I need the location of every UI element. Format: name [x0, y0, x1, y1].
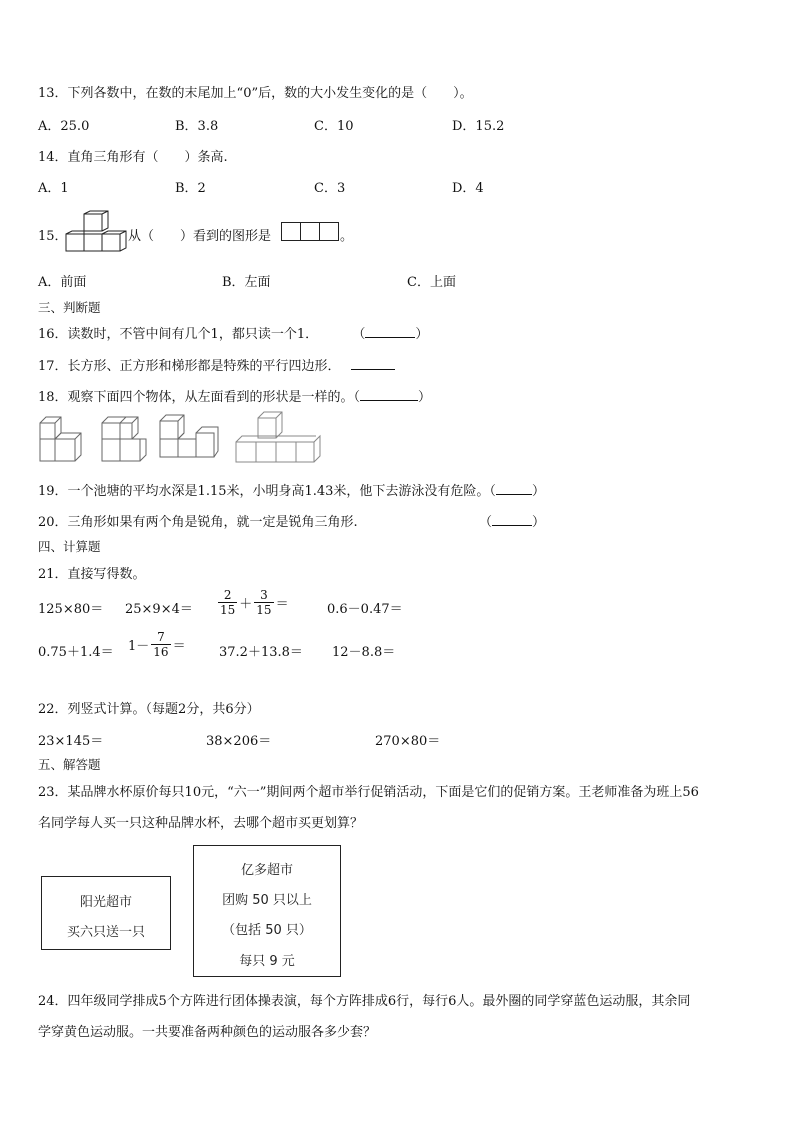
q20-answer: （ ）: [479, 515, 546, 530]
q21-item-3: $\frac{2}{15}$ ＋ $\frac{3}{15}$ ＝: [220, 588, 289, 617]
q16-answer-blank[interactable]: [365, 325, 415, 338]
q15-result-shape: [281, 222, 339, 241]
q13-option-a: A．25.0: [38, 119, 90, 134]
q20-answer-blank[interactable]: [492, 513, 532, 526]
fraction-2-15: $\frac{2}{15}$: [220, 588, 236, 617]
store-b-promo-box: [193, 845, 341, 977]
q18-stem: 18．观察下面四个物体，从左面看到的形状是一样的。（ ）: [38, 390, 432, 405]
q18-object-1: [40, 413, 86, 465]
q14-option-c: C．3: [314, 181, 346, 196]
q15-text: 从（ ）看到的图形是: [128, 229, 272, 244]
store-a-offer: 买六只送一只: [66, 925, 145, 940]
q22-stem: 22．列竖式计算。（每题2分，共6分）: [38, 702, 260, 717]
q15-end: 。: [340, 229, 354, 244]
q20-stem: 20．三角形如果有两个角是锐角，就一定是锐角三角形.: [38, 515, 358, 530]
q14-option-b: B．2: [175, 181, 206, 196]
q21-item-1: 125×80＝: [38, 602, 104, 617]
q17-answer-blank[interactable]: [351, 357, 395, 370]
q15-option-a: A．前面: [38, 275, 87, 290]
fraction-7-16: $\frac{7}{16}$: [153, 630, 169, 659]
q24-line-1: 24．四年级同学排成5个方阵进行团体操表演，每个方阵排成6行，每行6人。最外圈的同学穿蓝色运动服，其余同: [38, 994, 691, 1009]
q16-stem: 16．读数时，不管中间有几个1，都只读一个1． （ ）: [38, 327, 429, 342]
q21-stem: 21．直接写得数。: [38, 567, 146, 582]
q22-item-1: 23×145＝: [38, 734, 104, 749]
q18-object-3: [158, 413, 220, 465]
q13-option-c: C．10: [314, 119, 354, 134]
store-b-offer-line-3: 每只 9 元: [239, 954, 295, 969]
q19-stem: 19．一个池塘的平均水深是1.15米，小明身高1.43米，他下去游泳没有危险。（ ）: [38, 484, 545, 499]
q18-object-4: [236, 410, 320, 466]
q21-item-7: 37.2＋13.8＝: [219, 645, 303, 660]
q23-line-2: 名同学每人买一只这种品牌水杯，去哪个超市买更划算？: [38, 816, 364, 831]
q22-item-3: 270×80＝: [375, 734, 441, 749]
store-b-offer-line-1: 团购 50 只以上: [222, 893, 312, 908]
section-3-heading: 三、判断题: [38, 300, 101, 315]
q24-line-2: 学穿黄色运动服。一共要准备两种颜色的运动服各多少套？: [38, 1025, 377, 1040]
q21-item-8: 12－8.8＝: [332, 645, 396, 660]
q13-option-d: D．15.2: [452, 119, 505, 134]
q21-item-2: 25×9×4＝: [125, 602, 193, 617]
q14-option-d: D．4: [452, 181, 484, 196]
section-5-heading: 五、解答题: [38, 757, 101, 772]
store-b-offer-line-2: （包括 50 只）: [222, 923, 312, 938]
q15-option-c: C．上面: [407, 275, 456, 290]
q15-option-b: B．左面: [222, 275, 271, 290]
q23-line-1: 23．某品牌水杯原价每只10元，“六一”期间两个超市举行促销活动，下面是它们的促销方案。王老师准备为班上56: [38, 785, 699, 800]
q19-answer-blank[interactable]: [496, 482, 532, 495]
store-b-name: 亿多超市: [240, 863, 293, 878]
q15-cube-figure: [66, 211, 128, 253]
fraction-3-15: $\frac{3}{15}$: [256, 588, 272, 617]
q18-answer-blank[interactable]: [360, 388, 418, 401]
store-a-name: 阳光超市: [79, 895, 132, 910]
q21-item-4: 0.6－0.47＝: [327, 602, 403, 617]
store-a-promo-box: [41, 876, 171, 950]
q13-option-b: B．3.8: [175, 119, 219, 134]
q21-item-6: 1－ $\frac{7}{16}$ ＝: [128, 630, 186, 659]
q14-stem: 14．直角三角形有（ ）条高.: [38, 150, 228, 165]
q22-item-2: 38×206＝: [206, 734, 272, 749]
q14-option-a: A．1: [38, 181, 69, 196]
q18-object-2: [102, 413, 148, 465]
q13-stem: 13．下列各数中，在数的末尾加上“0”后，数的大小发生变化的是（ ）。: [38, 86, 473, 101]
q15-number: 15．: [38, 229, 68, 244]
section-4-heading: 四、计算题: [38, 539, 101, 554]
q17-stem: 17．长方形、正方形和梯形都是特殊的平行四边形．: [38, 355, 395, 374]
q21-item-5: 0.75＋1.4＝: [38, 645, 114, 660]
